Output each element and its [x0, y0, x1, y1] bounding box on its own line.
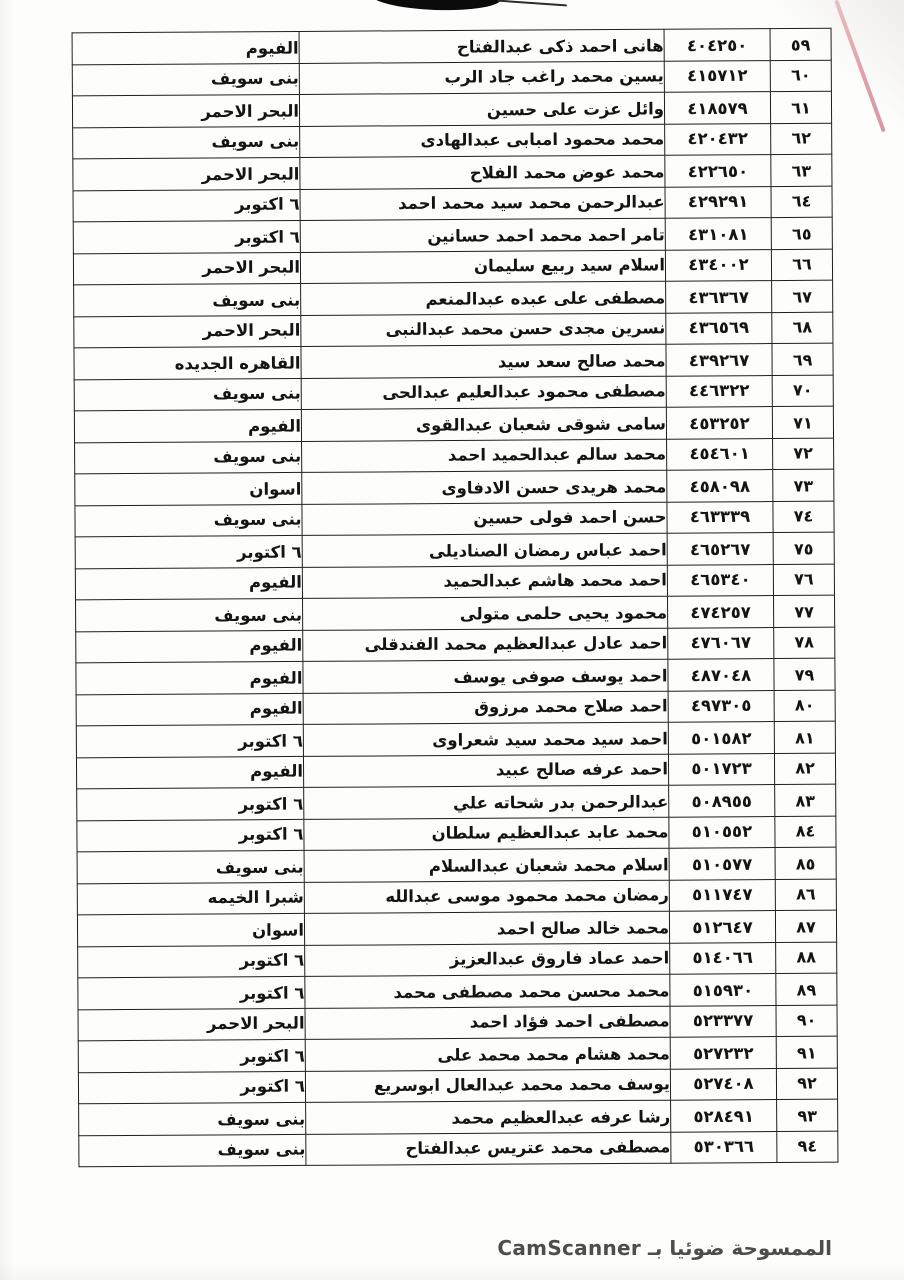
- cell-name: وائل عزت على حسين: [299, 93, 664, 127]
- cell-serial: ٨٩: [776, 974, 837, 1006]
- cell-code: ٤٥٨٠٩٨: [667, 470, 773, 502]
- cell-governorate: ٦ اكتوبر: [77, 819, 304, 852]
- cell-name: يسين محمد راغب جاد الرب: [299, 60, 664, 94]
- cell-governorate: ٦ اكتوبر: [75, 536, 302, 569]
- cell-name: احمد صلاح محمد مرزوق: [303, 690, 668, 724]
- cell-name: هانى احمد ذكى عبدالفتاح: [299, 30, 664, 64]
- table-row: [78, 1005, 837, 1041]
- roster-table: [72, 28, 839, 1168]
- table-row: [72, 91, 831, 127]
- table-row: [79, 1099, 838, 1135]
- cell-code: ٤٣٦٣٦٧: [666, 281, 772, 313]
- cell-serial: ٨٣: [775, 785, 836, 817]
- cell-code: ٤١٨٥٧٩: [664, 92, 770, 124]
- table-row: [75, 501, 834, 537]
- cell-serial: ٦٢: [771, 122, 832, 154]
- cell-governorate: ٦ اكتوبر: [78, 1040, 305, 1073]
- cell-governorate: البحر الاحمر: [72, 95, 299, 128]
- cell-code: ٤٣٦٥٦٩: [666, 312, 772, 344]
- table-row: [73, 249, 832, 285]
- cell-governorate: بنى سويف: [74, 284, 301, 317]
- cell-governorate: ٦ اكتوبر: [77, 788, 304, 821]
- cell-governorate: البحر الاحمر: [73, 158, 300, 191]
- cell-governorate: بنى سويف: [73, 126, 300, 159]
- cell-serial: ٧٦: [773, 563, 834, 595]
- cell-serial: ٩٣: [777, 1100, 838, 1132]
- cell-name: احمد عماد فاروق عبدالعزيز: [305, 942, 670, 976]
- cell-name: اسلام سيد ربيع سليمان: [300, 249, 665, 283]
- cell-serial: ٨٠: [774, 689, 835, 721]
- cell-code: ٥١٤٠٦٦: [670, 942, 776, 974]
- cell-code: ٤٧٦٠٦٧: [668, 627, 774, 659]
- cell-governorate: الفيوم: [76, 662, 303, 695]
- cell-name: رشا عرفه عبدالعظيم محمد: [306, 1101, 671, 1135]
- cell-name: محمود يحيى حلمى متولى: [303, 597, 668, 631]
- cell-serial: ٩١: [776, 1037, 837, 1069]
- cell-serial: ٨١: [774, 722, 835, 754]
- cell-serial: ٦٣: [771, 155, 832, 187]
- cell-code: ٥١٠٥٥٢: [669, 816, 775, 848]
- table-row: [76, 595, 835, 631]
- table-row: [76, 658, 835, 694]
- cell-governorate: ٦ اكتوبر: [78, 1071, 305, 1104]
- cell-name: محمد عابد عبدالعظيم سلطان: [304, 816, 669, 850]
- cell-name: سامى شوقى شعبان عبدالقوى: [301, 408, 666, 442]
- table-row: [74, 375, 833, 411]
- cell-name: مصطفى على عبده عبدالمنعم: [301, 282, 666, 316]
- cell-governorate: الفيوم: [76, 630, 303, 663]
- cell-serial: ٧٣: [773, 470, 834, 502]
- cell-name: محمد خالد صالح احمد: [304, 912, 669, 946]
- cell-serial: ٨٨: [776, 941, 837, 973]
- roster-table-body: [72, 28, 838, 1167]
- cell-serial: ٦٨: [772, 311, 833, 343]
- cell-serial: ٨٧: [775, 911, 836, 943]
- cell-name: عبدالرحمن بدر شحاته علي: [304, 786, 669, 820]
- table-row: [77, 816, 836, 852]
- camscanner-watermark: [497, 1236, 832, 1260]
- cell-serial: ٧٧: [773, 596, 834, 628]
- cell-serial: ٦٥: [771, 218, 832, 250]
- cell-code: ٥١٠٥٧٧: [669, 848, 775, 880]
- cell-code: ٤٧٤٢٥٧: [667, 596, 773, 628]
- table-row: [75, 564, 834, 600]
- cell-serial: ٥٩: [770, 29, 831, 61]
- cell-governorate: الفيوم: [75, 567, 302, 600]
- cell-governorate: بنى سويف: [75, 441, 302, 474]
- scan-artifact-line: [497, 0, 567, 6]
- cell-serial: ٧٥: [773, 533, 834, 565]
- cell-code: ٤٨٧٠٤٨: [668, 659, 774, 691]
- table-row: [78, 1036, 837, 1072]
- cell-name: احمد محمد هاشم عبدالحميد: [302, 564, 667, 598]
- cell-governorate: الفيوم: [74, 410, 301, 443]
- cell-name: احمد عباس رمضان الصناديلى: [302, 534, 667, 568]
- cell-serial: ٩٢: [776, 1067, 837, 1099]
- cell-name: محمد هشام محمد محمد على: [305, 1038, 670, 1072]
- pink-pen-mark: [834, 0, 886, 132]
- cell-code: ٥٣٠٣٦٦: [671, 1131, 777, 1163]
- cell-name: احمد سيد محمد سيد شعراوى: [303, 723, 668, 757]
- cell-name: رمضان محمد محمود موسى عبدالله: [304, 879, 669, 913]
- table-row: [74, 280, 833, 316]
- cell-serial: ٦٦: [771, 248, 832, 280]
- cell-name: احمد عرفه صالح عبيد: [303, 753, 668, 787]
- cell-code: ٤٦٥٢٦٧: [667, 533, 773, 565]
- table-row: [74, 343, 833, 379]
- cell-code: ٤٥٤٦٠١: [667, 438, 773, 470]
- cell-code: ٥٠٨٩٥٥: [669, 785, 775, 817]
- cell-code: ٥٢٧٢٣٢: [670, 1037, 776, 1069]
- cell-serial: ٧٠: [772, 374, 833, 406]
- cell-serial: ٩٤: [777, 1130, 838, 1162]
- cell-governorate: بنى سويف: [76, 599, 303, 632]
- cell-governorate: ٦ اكتوبر: [78, 945, 305, 978]
- cell-code: ٤٠٤٢٥٠: [664, 29, 770, 61]
- cell-name: مصطفى احمد فؤاد احمد: [305, 1005, 670, 1039]
- cell-serial: ٦٩: [772, 344, 833, 376]
- cell-name: محمد صالح سعد سيد: [301, 345, 666, 379]
- table-row: [75, 532, 834, 568]
- cell-governorate: ٦ اكتوبر: [73, 221, 300, 254]
- table-row: [75, 469, 834, 505]
- table-row: [73, 186, 832, 222]
- cell-governorate: شبرا الخيمه: [77, 882, 304, 915]
- cell-code: ٥١٥٩٣٠: [670, 974, 776, 1006]
- cell-serial: ٨٥: [775, 848, 836, 880]
- cell-code: ٥١٢٦٤٧: [669, 911, 775, 943]
- cell-serial: ٧٢: [773, 437, 834, 469]
- table-row: [79, 1131, 838, 1167]
- cell-serial: ٧٨: [774, 626, 835, 658]
- table-row: [74, 406, 833, 442]
- cell-serial: ٩٠: [776, 1004, 837, 1036]
- cell-name: تامر احمد محمد احمد حسانين: [300, 219, 665, 253]
- cell-name: اسلام محمد شعبان عبدالسلام: [304, 849, 669, 883]
- cell-code: ٤٢٠٤٣٢: [665, 123, 771, 155]
- cell-governorate: ٦ اكتوبر: [76, 725, 303, 758]
- cell-governorate: بنى سويف: [75, 504, 302, 537]
- cell-name: محمد عوض محمد الفلاح: [300, 156, 665, 190]
- cell-governorate: ٦ اكتوبر: [73, 189, 300, 222]
- cell-code: ٤١٥٧١٢: [664, 60, 770, 92]
- table-row: [74, 312, 833, 348]
- table-row: [73, 154, 832, 190]
- cell-code: ٥٢٣٣٧٧: [670, 1005, 776, 1037]
- cell-code: ٤٦٣٣٣٩: [667, 501, 773, 533]
- cell-serial: ٨٢: [774, 752, 835, 784]
- cell-name: مصطفى محمد عتريس عبدالفتاح: [306, 1131, 671, 1165]
- table-row: [76, 753, 835, 789]
- cell-governorate: بنى سويف: [72, 63, 299, 96]
- cell-name: محمد محمود امبابى عبدالهادى: [300, 123, 665, 157]
- cell-governorate: البحر الاحمر: [73, 252, 300, 285]
- cell-governorate: بنى سويف: [79, 1103, 306, 1136]
- table-row: [77, 784, 836, 820]
- cell-code: ٤٢٩٢٩١: [665, 186, 771, 218]
- cell-governorate: الفيوم: [72, 32, 299, 65]
- cell-code: ٤٩٧٣٠٥: [668, 690, 774, 722]
- cell-governorate: بنى سويف: [77, 851, 304, 884]
- table-row: [78, 973, 837, 1009]
- cell-code: ٥٢٨٤٩١: [671, 1100, 777, 1132]
- cell-serial: ٧٤: [773, 500, 834, 532]
- cell-code: ٥٢٧٤٠٨: [670, 1068, 776, 1100]
- cell-code: ٤٣٤٠٠٢: [665, 249, 771, 281]
- cell-code: ٤٤٦٣٢٢: [666, 375, 772, 407]
- table-row: [77, 910, 836, 946]
- cell-name: احمد عادل عبدالعظيم محمد الفندقلى: [303, 627, 668, 661]
- cell-code: ٤٣١٠٨١: [665, 218, 771, 250]
- cell-governorate: اسوان: [75, 473, 302, 506]
- cell-serial: ٦٠: [770, 59, 831, 91]
- table-row: [75, 438, 834, 474]
- cell-name: محمد محسن محمد مصطفى محمد: [305, 975, 670, 1009]
- cell-code: ٥١١٧٤٧: [669, 879, 775, 911]
- table-row: [73, 123, 832, 159]
- cell-code: ٤٥٣٢٥٢: [666, 407, 772, 439]
- cell-name: يوسف محمد محمد عبدالعال ابوسريع: [305, 1068, 670, 1102]
- table-row: [76, 721, 835, 757]
- cell-code: ٥٠١٥٨٢: [668, 722, 774, 754]
- table-row: [77, 879, 836, 915]
- cell-name: محمد هريدى حسن الادفاوى: [302, 471, 667, 505]
- scan-artifact-blob: [370, 0, 503, 12]
- cell-name: محمد سالم عبدالحميد احمد: [302, 438, 667, 472]
- cell-code: ٥٠١٧٢٣: [668, 753, 774, 785]
- cell-governorate: بنى سويف: [79, 1134, 306, 1167]
- cell-governorate: البحر الاحمر: [78, 1008, 305, 1041]
- cell-governorate: البحر الاحمر: [74, 315, 301, 348]
- table-row: [76, 690, 835, 726]
- cell-name: نسرين مجدى حسن محمد عبدالنبى: [301, 312, 666, 346]
- cell-governorate: اسوان: [77, 914, 304, 947]
- cell-serial: ٦١: [770, 92, 831, 124]
- cell-governorate: ٦ اكتوبر: [78, 977, 305, 1010]
- cell-code: ٤٣٩٢٦٧: [666, 344, 772, 376]
- cell-governorate: بنى سويف: [74, 378, 301, 411]
- cell-serial: ٨٦: [775, 878, 836, 910]
- table-row: [72, 28, 831, 64]
- table-row: [72, 60, 831, 96]
- cell-name: حسن احمد فولى حسين: [302, 501, 667, 535]
- cell-name: مصطفى محمود عبدالعليم عبدالحى: [301, 375, 666, 409]
- table-row: [73, 217, 832, 253]
- table-row: [78, 942, 837, 978]
- table-row: [76, 627, 835, 663]
- cell-serial: ٨٤: [775, 815, 836, 847]
- table-row: [77, 847, 836, 883]
- cell-serial: ٧٩: [774, 659, 835, 691]
- cell-code: ٤٦٥٣٤٠: [667, 564, 773, 596]
- cell-name: عبدالرحمن محمد سيد محمد احمد: [300, 186, 665, 220]
- cell-serial: ٦٧: [772, 281, 833, 313]
- table-row: [78, 1068, 837, 1104]
- cell-governorate: القاهره الجديده: [74, 347, 301, 380]
- cell-governorate: الفيوم: [76, 756, 303, 789]
- cell-serial: ٧١: [772, 407, 833, 439]
- cell-name: احمد يوسف صوفى يوسف: [303, 660, 668, 694]
- cell-code: ٤٢٢٦٥٠: [665, 155, 771, 187]
- cell-serial: ٦٤: [771, 185, 832, 217]
- cell-governorate: الفيوم: [76, 693, 303, 726]
- camscanner-watermark-text: الممسوحة ضوئيا بـ CamScanner: [497, 1236, 832, 1260]
